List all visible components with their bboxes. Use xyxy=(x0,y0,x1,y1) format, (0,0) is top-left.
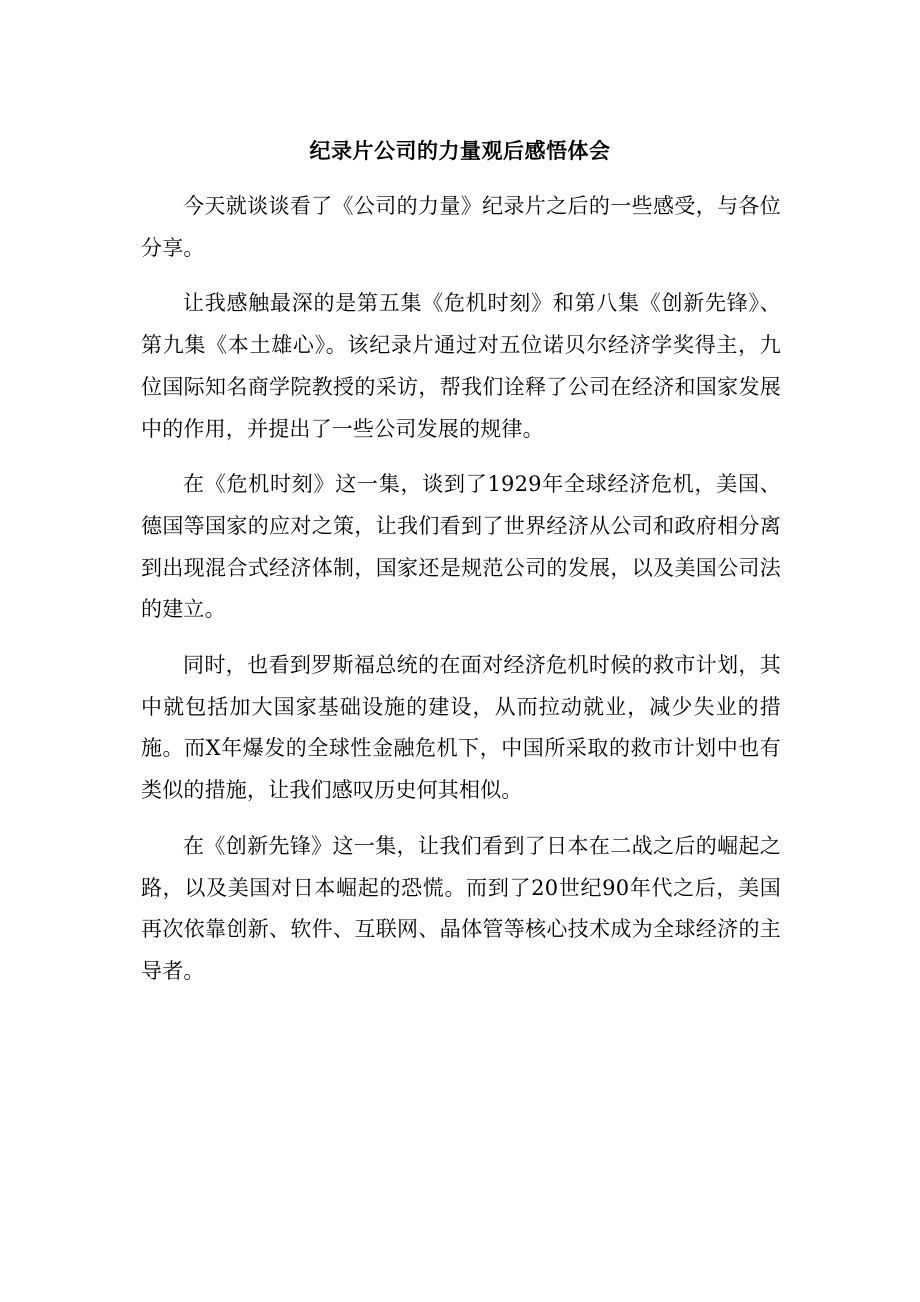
paragraph-5: 在《创新先锋》这一集，让我们看到了日本在二战之后的崛起之路，以及美国对日本崛起的恐慌。而到了20世纪90年代之后，美国再次依靠创新、软件、互联网、晶体管等核心技术成为全球经济的主导者。 xyxy=(141,833,781,983)
paragraph-3: 在《危机时刻》这一集，谈到了1929年全球经济危机，美国、德国等国家的应对之策，让我们看到了世界经济从公司和政府相分离到出现混合式经济体制，国家还是规范公司的发展，以及美国公司法的建立。 xyxy=(141,472,781,622)
document-title: 纪录片公司的力量观后感悟体会 xyxy=(309,138,611,163)
paragraph-1: 今天就谈谈看了《公司的力量》纪录片之后的一些感受，与各位分享。 xyxy=(141,194,781,260)
paragraph-2: 让我感触最深的是第五集《危机时刻》和第八集《创新先锋》、第九集《本土雄心》。该纪录片通过对五位诺贝尔经济学奖得主，九位国际知名商学院教授的采访，帮我们诠释了公司在经济和国家发展中的作用，并提出了一些公司发展的规律。 xyxy=(141,291,781,441)
document-body xyxy=(141,186,781,1007)
paragraph-4: 同时，也看到罗斯福总统的在面对经济危机时候的救市计划，其中就包括加大国家基础设施的建设，从而拉动就业，减少失业的措施。而X年爆发的全球性金融危机下，中国所采取的救市计划中也有类似的措施，让我们感叹历史何其相似。 xyxy=(141,653,781,803)
